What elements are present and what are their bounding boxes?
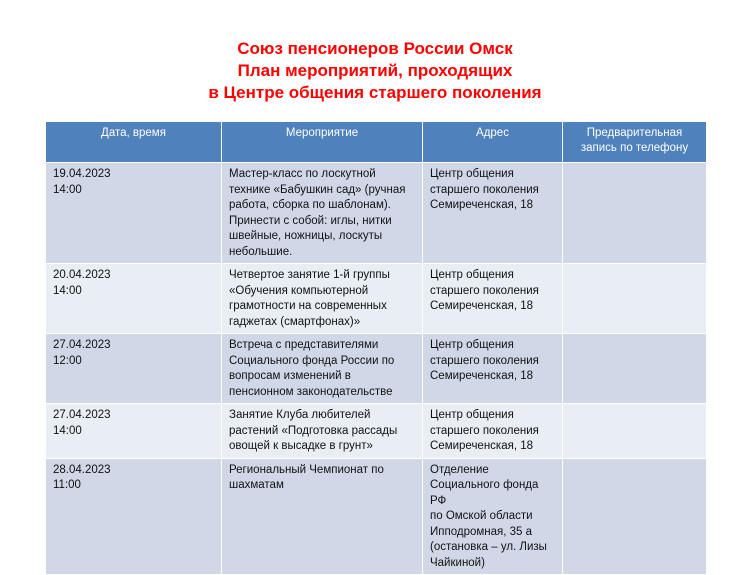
cell-phone [563, 458, 707, 575]
cell-event: Занятие Клуба любителей растений «Подготовка рассады овощей к высадке в грунт» [222, 404, 423, 459]
cell-address: Центр общения старшего поколения Семиреченская, 18 [423, 264, 563, 334]
table-row [46, 334, 707, 404]
cell-datetime: 19.04.2023 14:00 [46, 163, 222, 264]
cell-phone [563, 163, 707, 264]
cell-datetime: 27.04.2023 14:00 [46, 404, 222, 459]
column-header-address: Адрес [423, 122, 563, 163]
cell-event: Региональный Чемпионат по шахматам [222, 458, 423, 575]
column-header-phone: Предварительная запись по телефону [563, 122, 707, 163]
page-title [0, 38, 750, 104]
title-line-3: в Центре общения старшего поколения [208, 83, 542, 102]
table-row [46, 264, 707, 334]
table-row [46, 404, 707, 459]
table-row [46, 163, 707, 264]
cell-datetime: 27.04.2023 12:00 [46, 334, 222, 404]
table-row [46, 458, 707, 575]
cell-datetime: 20.04.2023 14:00 [46, 264, 222, 334]
cell-event: Четвертое занятие 1-й группы «Обучения компьютерной грамотности на современных гаджетах (смартфонах)» [222, 264, 423, 334]
cell-address: Центр общения старшего поколения Семиреченская, 18 [423, 163, 563, 264]
cell-datetime: 28.04.2023 11:00 [46, 458, 222, 575]
cell-address: Отделение Социального фонда РФ по Омской области Ипподромная, 35 а (остановка – ул. Лизы Чайкиной) [423, 458, 563, 575]
cell-phone [563, 264, 707, 334]
cell-phone [563, 404, 707, 459]
cell-address: Центр общения старшего поколения Семиреченская, 18 [423, 404, 563, 459]
title-line-2: План мероприятий, проходящих [237, 61, 513, 80]
cell-phone [563, 334, 707, 404]
cell-event: Встреча с представителями Социального фонда России по вопросам изменений в пенсионном законодательстве [222, 334, 423, 404]
cell-event: Мастер-класс по лоскутной технике «Бабушкин сад» (ручная работа, сборка по шаблонам). Принести с собой: иглы, нитки швейные, ножницы, лоскуты небольшие. [222, 163, 423, 264]
cell-address: Центр общения старшего поколения Семиреченская, 18 [423, 334, 563, 404]
column-header-datetime: Дата, время [46, 122, 222, 163]
table-header-row [46, 122, 707, 163]
column-header-event: Мероприятие [222, 122, 423, 163]
title-line-1: Союз пенсионеров России Омск [237, 39, 513, 58]
events-table [45, 121, 707, 575]
